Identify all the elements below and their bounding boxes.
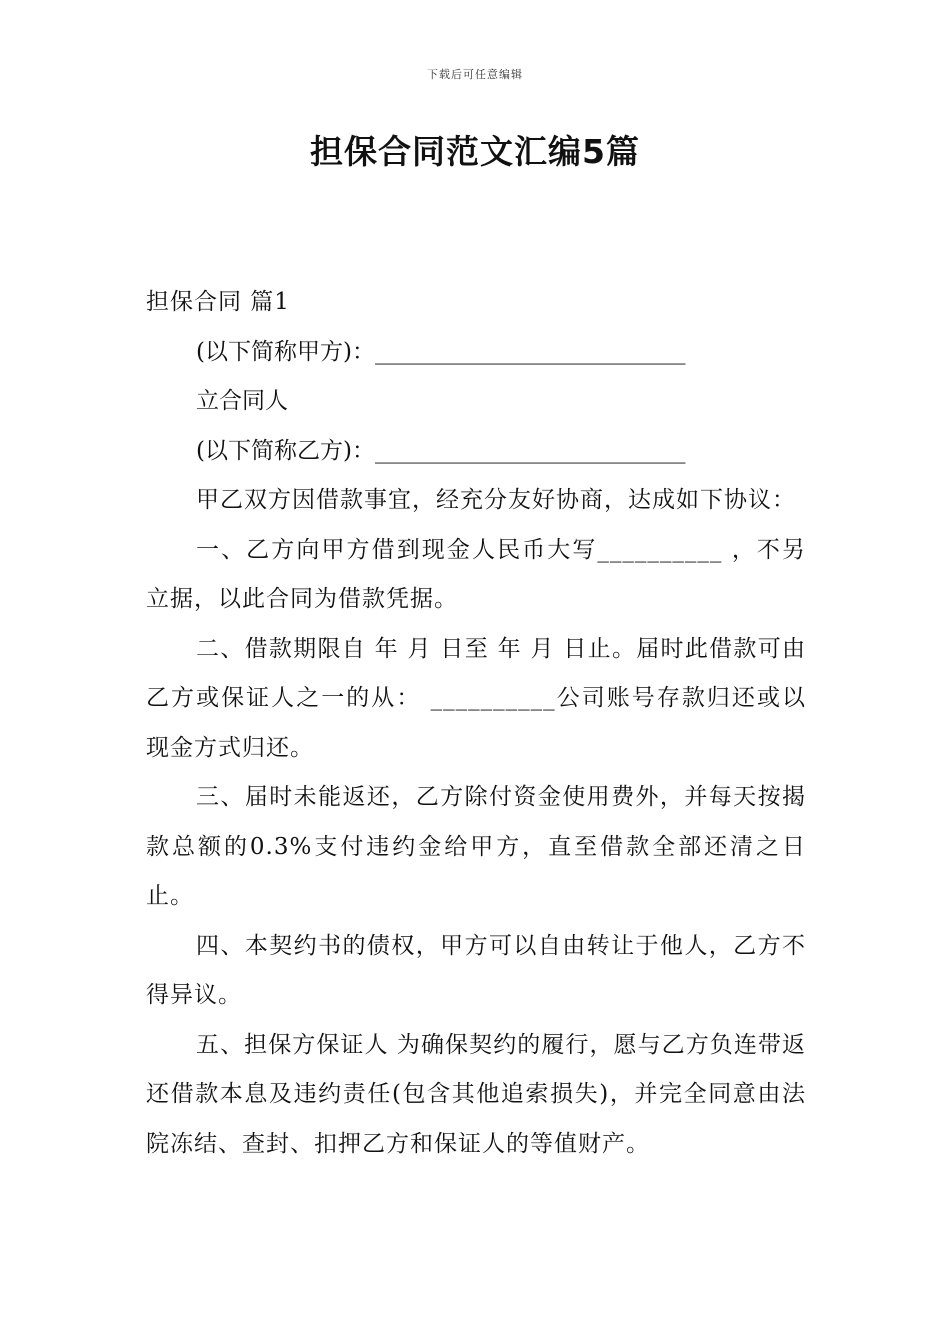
paragraph-clause-1: 一、乙方向甲方借到现金人民币大写__________ ，不另立据，以此合同为借款凭据。 bbox=[146, 536, 806, 612]
paragraph-agreement-intro: 甲乙双方因借款事宜，经充分友好协商，达成如下协议： bbox=[196, 487, 796, 513]
document-body bbox=[146, 278, 806, 1169]
header-note: 下载后可任意编辑 bbox=[427, 68, 523, 81]
paragraph-clause-5: 五、担保方保证人 为确保契约的履行，愿与乙方负连带返还借款本息及违约责任(包含其他追索损失)，并完全同意由法院冻结、查封、扣押乙方和保证人的等值财产。 bbox=[146, 1031, 806, 1157]
paragraph-clause-3: 三、届时未能返还，乙方除付资金使用费外，并每天按揭款总额的0.3%支付违约金给甲方，直至借款全部还清之日止。 bbox=[146, 784, 806, 909]
paragraph-party-a: (以下简称甲方)：___________________________ bbox=[196, 338, 686, 365]
paragraph-clause-2: 二、借款期限自 年 月 日至 年 月 日止。届时此借款可由乙方或保证人之一的从： __________公司账号存款归还或以现金方式归还。 bbox=[146, 635, 806, 761]
document-title: 担保合同范文汇编5篇 bbox=[310, 132, 640, 171]
paragraph-contract-party: 立合同人 bbox=[196, 388, 288, 414]
section-title: 担保合同 篇1 bbox=[146, 289, 290, 315]
paragraph-party-b: (以下简称乙方)：___________________________ bbox=[196, 437, 686, 464]
paragraph-clause-4: 四、本契约书的债权，甲方可以自由转让于他人，乙方不得异议。 bbox=[146, 932, 806, 1008]
